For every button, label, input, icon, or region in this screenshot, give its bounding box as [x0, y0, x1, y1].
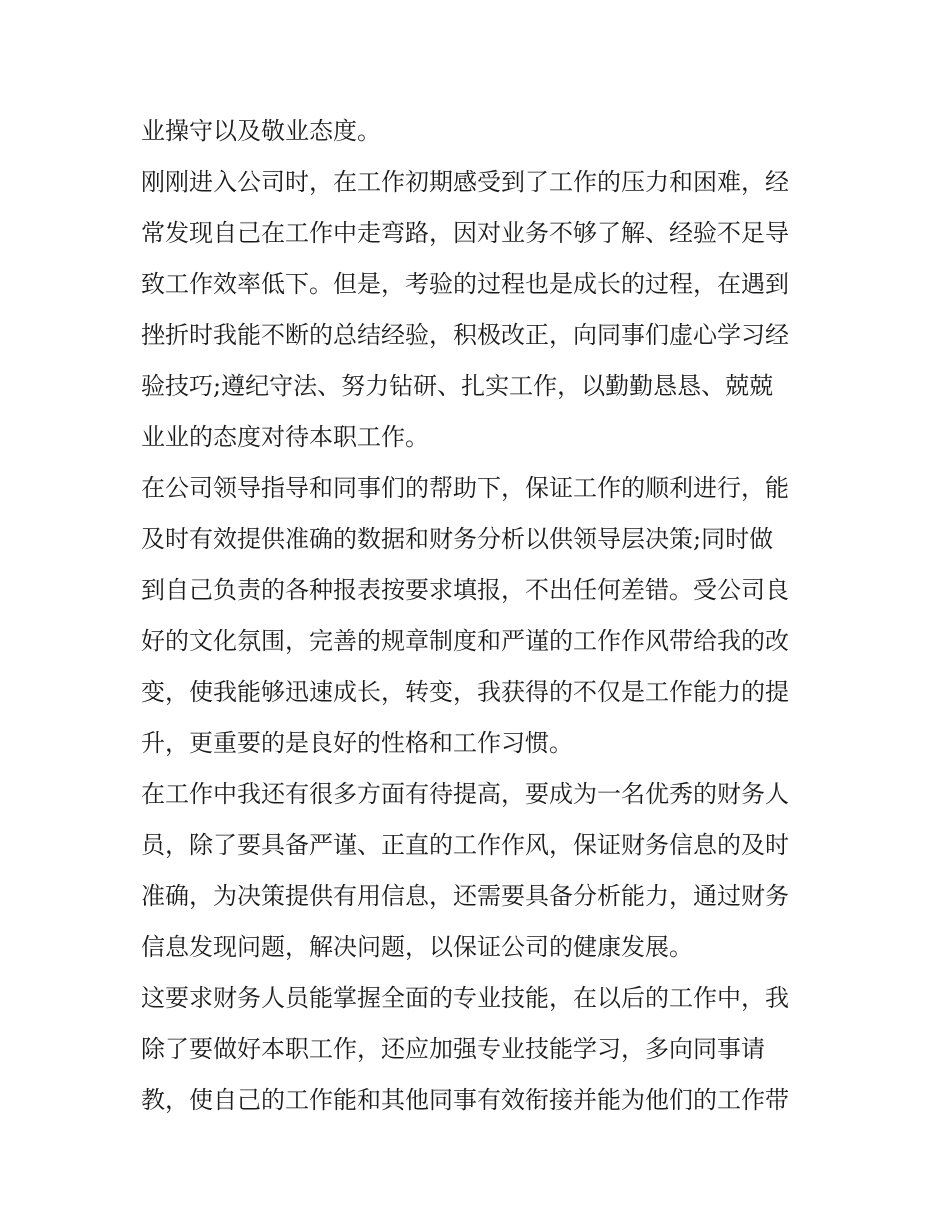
text-line: 在工作中我还有很多方面有待提高，要成为一名优秀的财务人 — [141, 780, 789, 808]
text-line: 到自己负责的各种报表按要求填报，不出任何差错。受公司良 — [141, 576, 789, 604]
text-line: 准确，为决策提供有用信息，还需要具备分析能力，通过财务 — [141, 882, 789, 910]
text-line: 好的文化氛围，完善的规章制度和严谨的工作作风带给我的改 — [141, 627, 789, 655]
text-line: 在公司领导指导和同事们的帮助下，保证工作的顺利进行，能 — [141, 474, 789, 502]
text-line: 员，除了要具备严谨、正直的工作作风，保证财务信息的及时 — [141, 831, 789, 859]
text-line: 刚刚进入公司时，在工作初期感受到了工作的压力和困难，经 — [141, 168, 789, 196]
text-line: 信息发现问题，解决问题，以保证公司的健康发展。 — [141, 933, 693, 961]
text-line: 变，使我能够迅速成长，转变，我获得的不仅是工作能力的提 — [141, 678, 789, 706]
text-line: 致工作效率低下。但是，考验的过程也是成长的过程，在遇到 — [141, 270, 789, 298]
text-line: 业业的态度对待本职工作。 — [141, 423, 429, 451]
document-body — [141, 106, 821, 1126]
text-line: 升，更重要的是良好的性格和工作习惯。 — [141, 729, 573, 757]
text-line: 业操守以及敬业态度。 — [141, 117, 381, 145]
text-line: 验技巧;遵纪守法、努力钻研、扎实工作，以勤勤恳恳、兢兢 — [141, 372, 774, 400]
text-line: 除了要做好本职工作，还应加强专业技能学习，多向同事请 — [141, 1035, 765, 1063]
text-line: 教，使自己的工作能和其他同事有效衔接并能为他们的工作带 — [141, 1086, 789, 1114]
text-line: 常发现自己在工作中走弯路，因对业务不够了解、经验不足导 — [141, 219, 789, 247]
text-line: 这要求财务人员能掌握全面的专业技能，在以后的工作中，我 — [141, 984, 789, 1012]
text-line: 及时有效提供准确的数据和财务分析以供领导层决策;同时做 — [141, 525, 774, 553]
text-line: 挫折时我能不断的总结经验，积极改正，向同事们虚心学习经 — [141, 321, 789, 349]
